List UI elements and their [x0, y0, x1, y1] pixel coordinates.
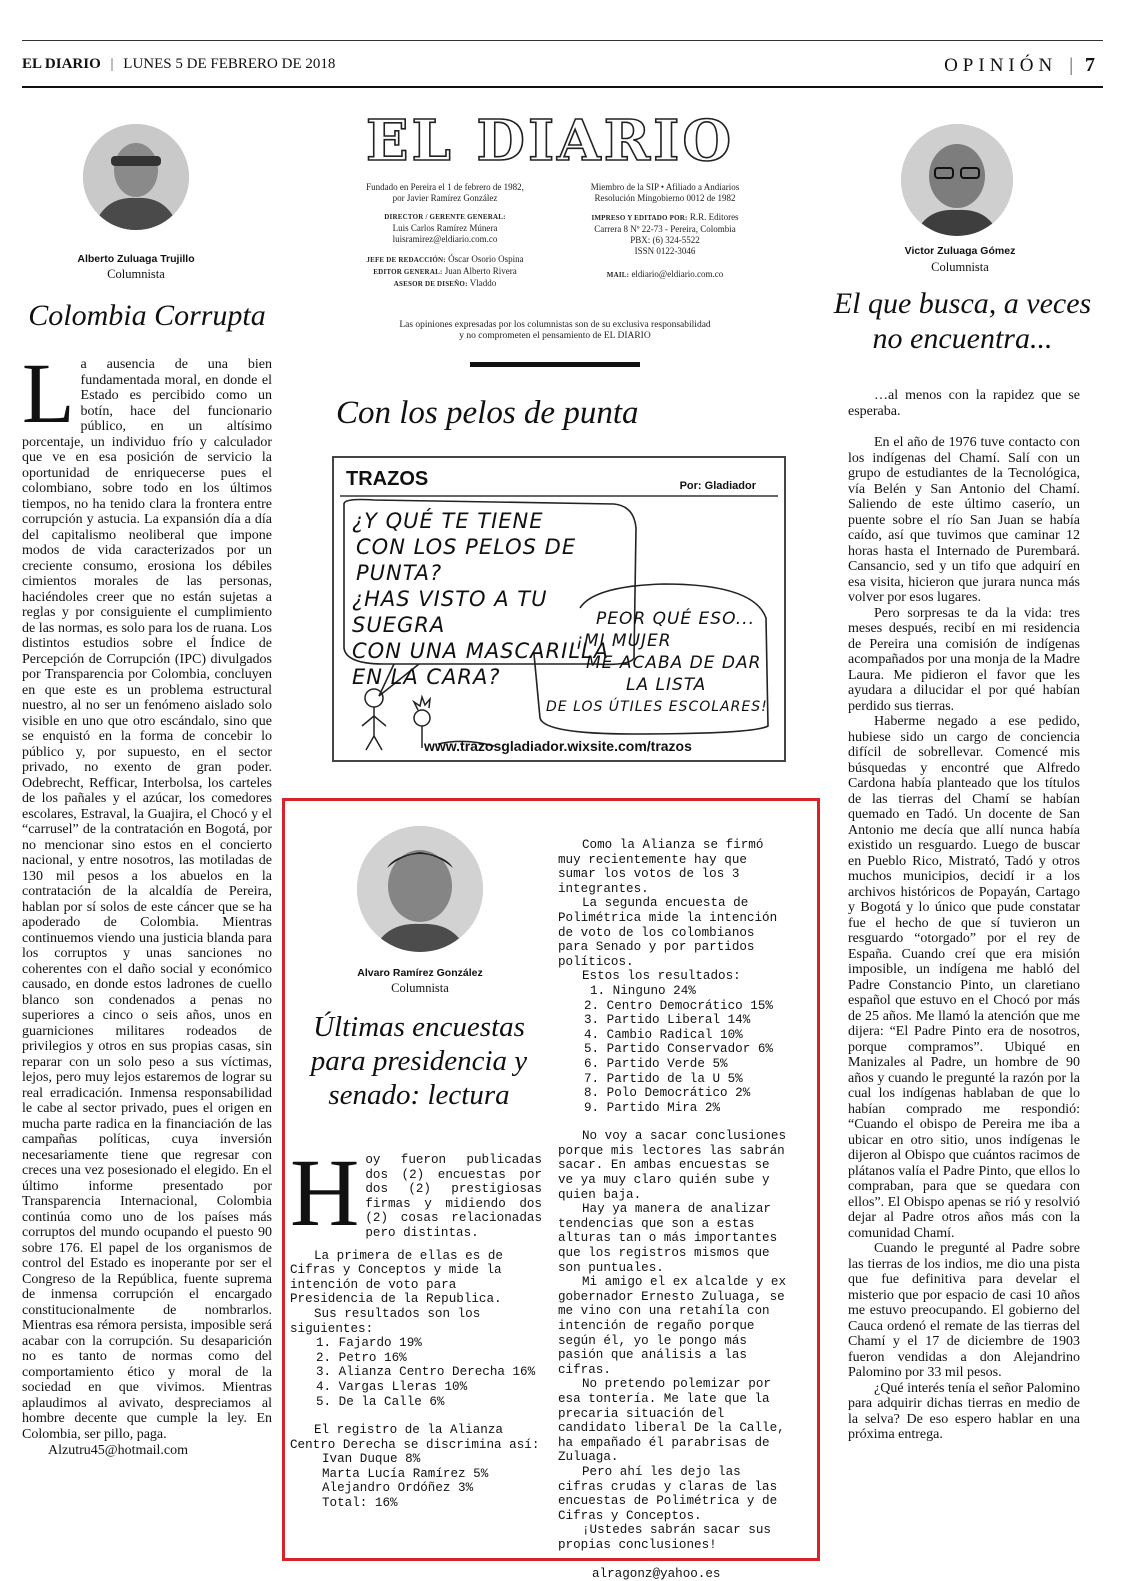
drop-cap-left: L: [22, 359, 75, 427]
jefe-name: Óscar Osorio Ospina: [448, 254, 524, 264]
center-column-2: [558, 838, 790, 1581]
paragraph: La segunda encuesta de Polimétrica mide la intención de voto de los colombianos para Senado y por partidos políticos.: [558, 896, 790, 969]
section-label: OPINIÓN | 7: [944, 54, 1095, 77]
jefe-line: [340, 254, 550, 266]
paragraph: El registro de la Alianza Centro Derecha se discrimina así:: [290, 1423, 542, 1452]
founded-line-1: Fundado en Pereira el 1 de febrero de 1982,: [340, 182, 550, 193]
author-email-center: alragonz@yahoo.es: [558, 1567, 790, 1581]
bubble2-line-1: PEOR QUÉ ESO...: [576, 608, 781, 630]
author-role-center: Columnista: [298, 981, 542, 996]
impreso-line: [560, 212, 770, 224]
cartoon-byline: Por: Gladiador: [680, 480, 756, 492]
speech-bubble-2: [576, 608, 781, 718]
paragraph: No pretendo polemizar por esa tontería. Me late que la precaria situación del candidato liberal De la Calle, ha empañado él parabrisas de Zuluaga.: [558, 1377, 790, 1465]
masthead-logo: EL DIARIO: [340, 108, 760, 174]
editor-name: Juan Alberto Rivera: [445, 266, 517, 276]
impreso-label: IMPRESO Y EDITADO POR:: [591, 214, 687, 222]
article-body-right: [848, 388, 1080, 1443]
member-line-1: Miembro de la SIP • Afiliado a Andiarios: [560, 182, 770, 193]
paragraph: …al menos con la rapidez que se esperaba.: [848, 388, 1080, 419]
bubble2-line-5: DE LOS ÚTILES ESCOLARES!: [546, 696, 781, 718]
alianza-item: Alejandro Ordóñez 3%: [290, 1481, 542, 1496]
bubble1-line-1: ¿Y QUÉ TE TIENE: [352, 508, 642, 534]
paragraph: Estos los resultados:: [558, 969, 790, 984]
result-item: 2. Petro 16%: [290, 1351, 542, 1366]
intro-text: oy fueron publicadas dos (2) encuestas por dos (2) prestigiosas firmas y midiendo dos (2) cosas relacionadas pero distintas.: [365, 1153, 542, 1240]
author-email-left: Alzutru45@hotmail.com: [22, 1443, 272, 1459]
asesor-line: [340, 278, 550, 290]
result-item: 1. Fajardo 19%: [290, 1336, 542, 1351]
header-rule: [22, 86, 1103, 88]
paragraph: Mi amigo el ex alcalde y ex gobernador Ernesto Zuluaga, se me vino con una retahíla con intención de regaño porque según él, yo le pongo más pasión que análisis a las cifras.: [558, 1275, 790, 1377]
author-name-center: Alvaro Ramírez González: [298, 967, 542, 979]
paragraph: ¿Qué interés tenía el señor Palomino para adquirir dichas tierras en medio de la selva? De eso espero hablar en una próxima entrega.: [848, 1381, 1080, 1443]
running-header: EL DIARIO | LUNES 5 DE FEBRERO DE 2018: [22, 56, 335, 73]
article-title-center: Últimas encuestas para presidencia y senado: lectura: [290, 1010, 548, 1113]
paragraph: No voy a sacar conclusiones porque mis lectores las sabrán sacar. En ambas encuestas se ve ya muy claro quién sube y quien baja.: [558, 1129, 790, 1202]
paragraph: La primera de ellas es de Cifras y Conceptos y mide la intención de voto para Presidencia de la Republica.: [290, 1249, 542, 1307]
alianza-item: Total: 16%: [290, 1496, 542, 1511]
masthead-divider: [470, 362, 640, 367]
result-item: 1. Ninguno 24%: [558, 984, 790, 999]
section-name: OPINIÓN: [944, 55, 1057, 76]
paragraph: Cuando le pregunté al Padre sobre las tierras de los indios, me dio una pista que fue definitiva para develar el misterio que por espacio de casi 10 años me estuvo preocupando. El gobierno del Cauca ordenó el remate de las tierras del Chamí y el 17 de diciembre de 1903 fueron vendidas a don Alejandrino Palomino por 33 mil pesos.: [848, 1241, 1080, 1381]
disclaimer-line-2: y no comprometen el pensamiento de EL DIARIO: [340, 331, 770, 342]
paragraph: Como la Alianza se firmó muy recientemente hay que sumar los votos de los 3 integrantes.: [558, 838, 790, 896]
paragraph: Pero sorpresas te da la vida: tres meses después, recibí en mi residencia de Pereira una comisión de indígenas acompañados por una monja de la Madre Laura. Me pidieron el favor que les ayudara a dilucidar el por qué habían perdido sus tierras.: [848, 606, 1080, 715]
author-role-left: Columnista: [22, 267, 250, 282]
result-item: 3. Partido Liberal 14%: [558, 1013, 790, 1028]
cartoon-label: TRAZOS: [346, 468, 428, 491]
issue-date: LUNES 5 DE FEBRERO DE 2018: [123, 56, 335, 72]
result-item: 6. Partido Verde 5%: [558, 1057, 790, 1072]
bubble2-line-2: ¡MI MUJER: [576, 630, 781, 652]
paper-name: EL DIARIO: [22, 56, 101, 72]
asesor-name: Vladdo: [470, 278, 497, 288]
paragraph: En el año de 1976 tuve contacto con los indígenas del Chamí. Salí con un grupo de estudiantes de la Tecnológica, vía Belén y San Antonio del Chamí. Saliendo de este último caserío, un puente sobre el río San Juan se había caído, así que tuvimos que caminar 12 horas hasta el Internado de Purembará. Cansancio, sed y un tifo que adquirí en esa visita, hicieron que jurara nunca más volver por esos lugares.: [848, 435, 1080, 606]
top-rule: [22, 40, 1103, 41]
masthead-right: [560, 182, 770, 281]
mail-line: [560, 269, 770, 281]
editor-label: EDITOR GENERAL:: [373, 268, 442, 276]
article-title-left: Colombia Corrupta: [22, 298, 272, 333]
cartoon-url: www.trazosgladiador.wixsite.com/trazos: [424, 738, 692, 754]
author-photo-left: [83, 124, 189, 230]
result-item: 8. Polo Democrático 2%: [558, 1086, 790, 1101]
cartoon-headline: Con los pelos de punta: [320, 394, 656, 433]
result-item: 2. Centro Democrático 15%: [558, 999, 790, 1014]
article-body-left: [22, 357, 272, 1552]
portrait-icon: [357, 826, 483, 952]
alianza-item: Ivan Duque 8%: [290, 1452, 542, 1467]
author-photo-center: [357, 826, 483, 952]
center-column-1: [290, 1153, 542, 1511]
address-line: Carrera 8 Nº 22-73 - Pereira, Colombia: [560, 224, 770, 235]
page-number: 7: [1085, 54, 1095, 76]
director-label: DIRECTOR / GERENTE GENERAL:: [340, 212, 550, 223]
disclaimer: [340, 320, 770, 342]
cartoon-panel: [332, 456, 786, 762]
portrait-icon: [901, 124, 1013, 236]
mail-address: eldiario@eldiario.com.co: [631, 269, 723, 279]
jefe-label: JEFE DE REDACCIÓN:: [366, 256, 445, 264]
paragraph: Sus resultados son los siguientes:: [290, 1307, 542, 1336]
result-item: 9. Partido Mira 2%: [558, 1101, 790, 1116]
bubble2-line-4: LA LISTA: [576, 674, 781, 696]
body-text-left: a ausencia de una bien fundamentada moral, en donde el Estado es percibido como un botín, hace del funcionario público, en un altísimo porcentaje, un individuo frío y calculador que ve en esa posición de servicio la oportunidad de enriquecerse pues el colombiano, sobre todo en los últimos tiempos, no ha tenido clara la frontera entre corrupción y astucia. La expansión día a día del capitalismo neoliberal que impone modos de vida caracterizados por un creciente consumo, erosiona los débiles cimientos morales de las personas, haciéndoles creer que no están sujetas a reglas y por consiguiente el cumplimiento de las normas, es solo para los de ruana. Los distintos estudios sobre el Índice de Percepción de Corrupción (IPC) divulgados por Transparencia por Colombia, concluyen en que este es un problema estructural nuestro, al no ser un fenómeno aislado solo visible en uno que otro escándalo, sino que se enquistó en la forma de concebir lo público y, por supuesto, en el sector privado, no exento de gran poder. Odebrecht, Refficar, Interbolsa, los carteles de los pañales y el azúcar, los comedores escolares, Estraval, la Guajira, el Chocó y el “carrusel” de la contratación en Bogotá, por no mencionar sino estos en el concierto nacional, y entre nosotros, las motiladas de 130 mil pesos a los abuelos en la contratación de la alcaldía de Pereira, hablan por sí solos de este cáncer que se ha apoderado de Colombia. Mientras continuemos viendo una justicia blanda para los corruptos y unas sanciones no coherentes con el daño social y económico causado, en donde estos ladrones de cuello blanco son condenados a penas no superiores a cinco o seis años, unos en guarniciones militares rodeados de privilegios y otros en sus propias casas, sin reparar con un solo peso a sus víctimas, lejos, pero muy lejos estaremos de lograr su real erradicación. Inmensa responsabilidad le cabe al sector privado, pues el origen en mucha parte radica en la financiación de las campañas políticas, cuya inversión necesariamente tiene que regresar con creces una vez posesionado el elegido. En el último informe presentado por Transparencia Internacional, Colombia continúa como uno de los países más corruptos del mundo ocupando el puesto 90 sobre 176. El papel de los organismos de control del Estado es inoperante por ser el Congreso de la República, fuente suprema de inmensa corrupción el encargado constitucionalmente de nombrarlos. Mientras esa rémora persista, imposible será acabar con la corrupción. Su desaparición no es tanto de normas como del comportamiento ético y moral de la sociedad en que vivimos. Mientras aplaudimos al avivato, despreciamos al hombre decente que cumple la ley. En Colombia, ser pillo, paga.: [22, 357, 272, 1442]
paragraph: Haberme negado a ese pedido, hubiese sido un cargo de conciencia difícil de sobrellevar. Comencé mis búsquedas y encontré que Alfredo Cardona había planteado que los títulos de las tierras del Chamí se habían quemado en Tadó. Un docente de San Antonio me decía que allí nunca había existido un resguardo. Luego de buscar en Pueblo Rico, Mistrató, Tadó y otros muchos municipios, decidí ir a los archivos históricos de Popayán, Cartago y Bogotá y lo único que pude constatar fue el hecho de que sí tuvieron un resguardo “otorgado” por el rey de España. Cuando creí que era misión imposible, un indígena me habló del Padre Constancio Pinto, un claretiano español que estuvo en el Chocó por más de 25 años. Me llamó la atención que me dijera: “El Padre Pinto era de nosotros, porque compramos”. Ubiqué en Manizales al Padre, un hombre de 90 años y cuando le pregunté la razón por la cual los indígenas hablaban de que lo habían comprado me respondió: “Cuando el obispo de Pereira me iba a ubicar en otro sitio, unos indígenas le dijeron al Obispo que cuántos racimos de plátanos valía el Padre Pinto, que ellos lo compraban, para que se quedara con ellos”. El Obispo apenas se rió y resolvió dejar al Padre otros años más con la comunidad Chamí.: [848, 714, 1080, 1241]
author-name-left: Alberto Zuluaga Trujillo: [22, 253, 250, 265]
impreso-name: R.R. Editores: [690, 212, 739, 222]
bubble1-line-4: CON UNA MASCARILLA: [352, 638, 642, 664]
result-item: 3. Alianza Centro Derecha 16%: [290, 1365, 542, 1380]
disclaimer-line-1: Las opiniones expresadas por los columnistas son de su exclusiva responsabilidad: [340, 320, 770, 331]
result-item: 4. Vargas Lleras 10%: [290, 1380, 542, 1395]
masthead-left: [340, 182, 550, 290]
result-item: 7. Partido de la U 5%: [558, 1072, 790, 1087]
issn-line: ISSN 0122-3046: [560, 246, 770, 257]
editor-line: [340, 266, 550, 278]
paragraph: ¡Ustedes sabrán sacar sus propias conclusiones!: [558, 1523, 790, 1552]
bubble1-line-5: EN LA CARA?: [352, 664, 642, 690]
paragraph: Pero ahí les dejo las cifras crudas y claras de las encuestas de Polimétrica y de Cifras y Conceptos.: [558, 1465, 790, 1523]
pbx-line: PBX: (6) 324-5522: [560, 235, 770, 246]
bubble2-line-3: ME ACABA DE DAR: [576, 652, 781, 674]
mail-label: MAIL:: [607, 271, 629, 279]
article-title-right: El que busca, a veces no encuentra...: [830, 286, 1095, 357]
alianza-item: Marta Lucía Ramírez 5%: [290, 1467, 542, 1482]
bubble1-line-3: ¿HAS VISTO A TU SUEGRA: [352, 586, 642, 638]
founded-line-2: por Javier Ramírez González: [340, 193, 550, 204]
member-line-2: Resolución Mingobierno 0012 de 1982: [560, 193, 770, 204]
bubble1-line-2: CON LOS PELOS DE PUNTA?: [352, 534, 642, 586]
author-photo-right: [901, 124, 1013, 236]
author-name-right: Victor Zuluaga Gómez: [840, 245, 1080, 257]
director-email: luisramirez@eldiario.com.co: [340, 234, 550, 245]
author-role-right: Columnista: [840, 260, 1080, 275]
asesor-label: ASESOR DE DISEÑO:: [394, 280, 468, 288]
result-item: 4. Cambio Radical 10%: [558, 1028, 790, 1043]
result-item: 5. Partido Conservador 6%: [558, 1042, 790, 1057]
portrait-icon: [83, 124, 189, 230]
intro-block: [290, 1153, 542, 1241]
paragraph: Hay ya manera de analizar tendencias que son a estas alturas tan o más importantes que los registros mismos que son puntuales.: [558, 1202, 790, 1275]
result-item: 5. De la Calle 6%: [290, 1395, 542, 1410]
drop-cap-center: H: [290, 1155, 359, 1231]
director-name: Luis Carlos Ramírez Múnera: [340, 223, 550, 234]
